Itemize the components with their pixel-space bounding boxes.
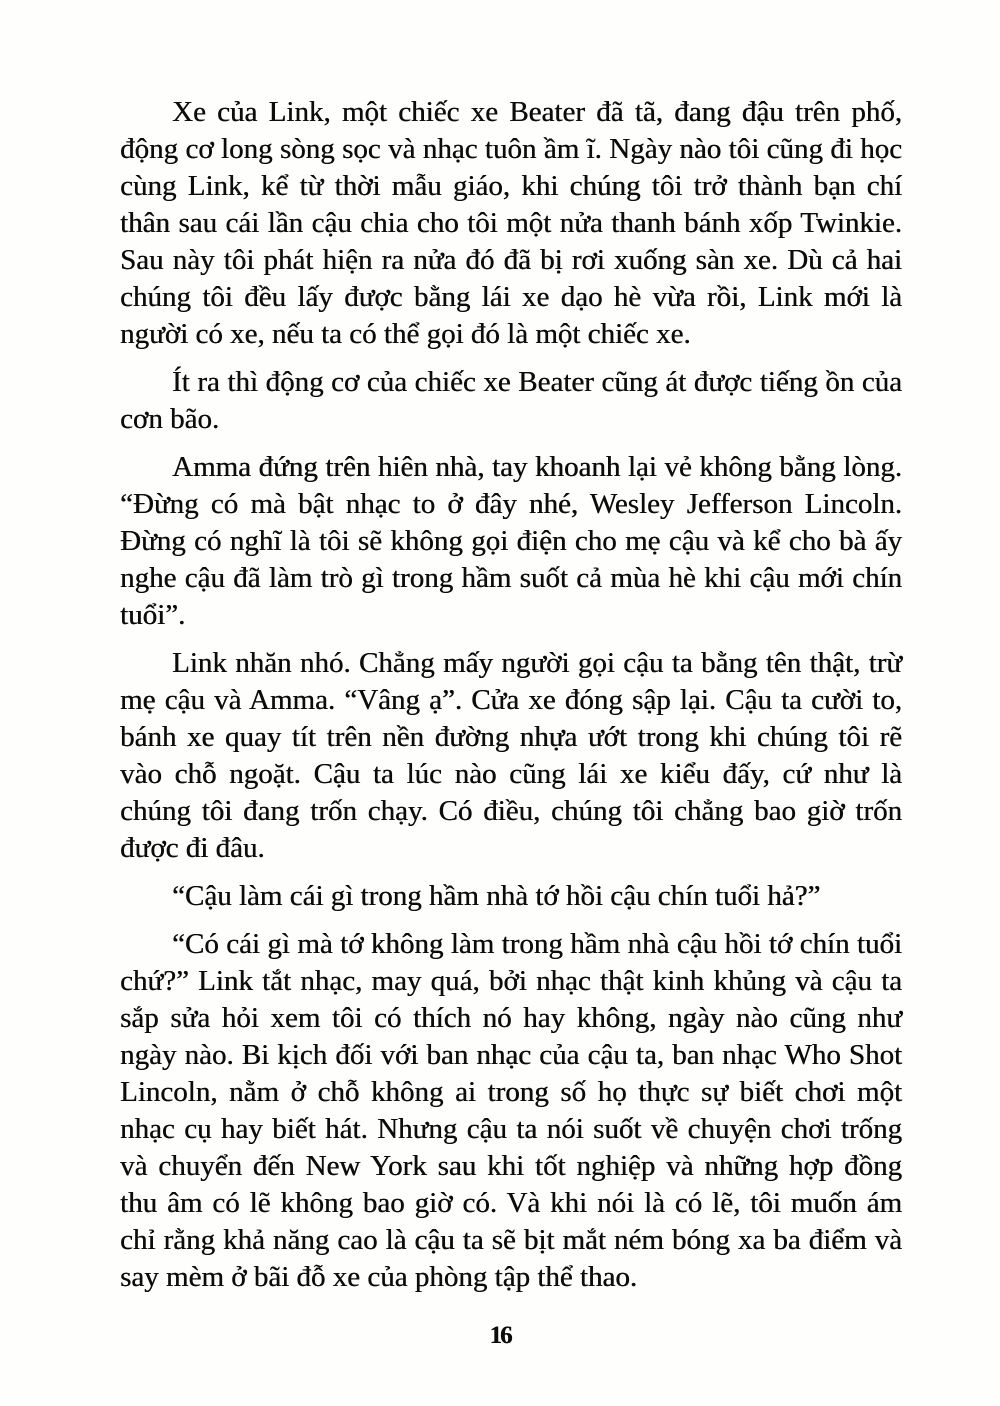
paragraph-3: Amma đứng trên hiên nhà, tay khoanh lại vẻ không bằng lòng. “Đừng có mà bật nhạc to ở đây nhé, Wesley Jefferson Lincoln. Đừng có nghĩ là tôi sẽ không gọi điện cho mẹ cậu và kể cho bà ấy nghe cậu đã làm trò gì trong hầm suốt cả mùa hè khi cậu mới chín tuổi”. (120, 451, 902, 631)
paragraph-4: Link nhăn nhó. Chẳng mấy người gọi cậu ta bằng tên thật, trừ mẹ cậu và Amma. “Vâng ạ”. Cửa xe đóng sập lại. Cậu ta cười to, bánh xe quay tít trên nền đường nhựa ướt trong khi chúng tôi rẽ vào chỗ ngoặt. Cậu ta lúc nào cũng lái xe kiểu đấy, cứ như là chúng tôi đang trốn chạy. Có điều, chúng tôi chẳng bao giờ trốn được đi đâu. (120, 647, 902, 864)
paragraph-2: Ít ra thì động cơ của chiếc xe Beater cũng át được tiếng ồn của cơn bão. (120, 366, 902, 435)
paragraph-6: “Có cái gì mà tớ không làm trong hầm nhà cậu hồi tớ chín tuổi chứ?” Link tắt nhạc, may quá, bởi nhạc thật kinh khủng và cậu ta sắp sửa hỏi xem tôi có thích nó hay không, ngày nào cũng như ngày nào. Bi kịch đối với ban nhạc của cậu ta, ban nhạc Who Shot Lincoln, nằm ở chỗ không ai trong số họ thực sự biết chơi một nhạc cụ hay biết hát. Nhưng cậu ta nói suốt về chuyện chơi trống và chuyển đến New York sau khi tốt nghiệp và những hợp đồng thu âm có lẽ không bao giờ có. Và khi nói là có lẽ, tôi muốn ám chỉ rằng khả năng cao là cậu ta sẽ bịt mắt ném bóng xa ba điểm và say mèm ở bãi đỗ xe của phòng tập thể thao. (120, 928, 902, 1293)
paragraph-1: Xe của Link, một chiếc xe Beater đã tã, đang đậu trên phố, động cơ long sòng sọc và nhạc tuôn ầm ĩ. Ngày nào tôi cũng đi học cùng Link, kể từ thời mẫu giáo, khi chúng tôi trở thành bạn chí thân sau cái lần cậu chia cho tôi một nửa thanh bánh xốp Twinkie. Sau này tôi phát hiện ra nửa đó đã bị rơi xuống sàn xe. Dù cả hai chúng tôi đều lấy được bằng lái xe dạo hè vừa rồi, Link mới là người có xe, nếu ta có thể gọi đó là một chiếc xe. (120, 96, 902, 350)
page-number: 16 (489, 1322, 511, 1349)
body-text (120, 94, 902, 1307)
paragraph-5: “Cậu làm cái gì trong hầm nhà tớ hồi cậu chín tuổi hả?” (172, 880, 821, 912)
